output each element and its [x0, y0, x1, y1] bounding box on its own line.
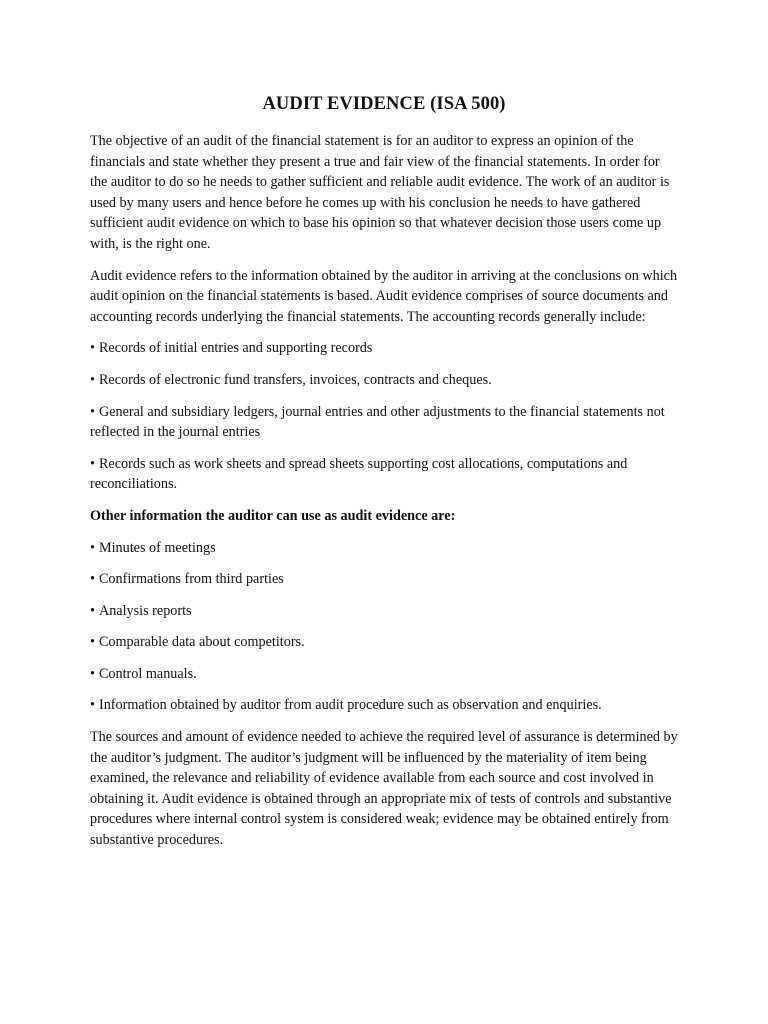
other-bullet-4: [90, 632, 678, 653]
bullet-mark: •: [90, 455, 95, 472]
records-bullet-1: [90, 338, 678, 359]
conclusion-paragraph: The sources and amount of evidence needed to achieve the required level of assurance is determined by the auditor’s judgment. The auditor’s judgment will be influenced by the materiality of item being examined, the relevance and reliability of evidence available from each source and cost involved in obtaining it. Audit evidence is obtained through an appropriate mix of tests of controls and substantive procedures where internal control system is considered weak; evidence may be obtained entirely from substantive procedures.: [90, 729, 678, 849]
records-bullet-4: [90, 454, 678, 495]
bullet-text: Records such as work sheets and spread sheets supporting cost allocations, computations and reconciliations.: [90, 455, 628, 493]
bullet-mark: •: [90, 602, 95, 619]
bullet-mark: •: [90, 571, 95, 588]
bullet-text: Analysis reports: [98, 602, 192, 619]
bullet-mark: •: [90, 371, 95, 388]
other-bullet-1: [90, 538, 678, 559]
bullet-mark: •: [90, 665, 95, 682]
bullet-text: General and subsidiary ledgers, journal entries and other adjustments to the financial statements not reflected in the journal entries: [90, 403, 665, 441]
definition-paragraph: Audit evidence refers to the information obtained by the auditor in arriving at the conclusions on which audit opinion on the financial statements is based. Audit evidence comprises of source documents and accounting records underlying the financial statements. The accounting records generally include:: [90, 267, 678, 325]
records-bullet-3: [90, 402, 678, 443]
bullet-text: Confirmations from third parties: [98, 571, 284, 588]
bullet-mark: •: [90, 340, 95, 357]
other-bullet-6: [90, 695, 678, 716]
document-page: [90, 92, 678, 862]
bullet-text: Information obtained by auditor from audit procedure such as observation and enquiries.: [98, 697, 602, 714]
bullet-text: Records of initial entries and supporting records: [98, 340, 373, 357]
bullet-text: Control manuals.: [98, 665, 197, 682]
bullet-text: Records of electronic fund transfers, invoices, contracts and cheques.: [98, 371, 492, 388]
bullet-mark: •: [90, 634, 95, 651]
other-bullet-3: [90, 601, 678, 622]
other-bullet-2: [90, 569, 678, 590]
other-information-heading: Other information the auditor can use as audit evidence are:: [90, 507, 456, 524]
document-title: AUDIT EVIDENCE (ISA 500): [262, 94, 506, 114]
bullet-mark: •: [90, 403, 95, 420]
bullet-mark: •: [90, 539, 95, 556]
intro-paragraph: The objective of an audit of the financial statement is for an auditor to express an opinion of the financials and state whether they present a true and fair view of the financial statements. In order for the auditor to do so he needs to gather sufficient and reliable audit evidence. The work of an auditor is used by many users and hence before he comes up with his conclusion he needs to have gathered sufficient audit evidence on which to base his opinion so that whatever decision those users come up with, is the right one.: [90, 133, 670, 252]
records-bullet-2: [90, 370, 678, 391]
other-bullet-5: [90, 664, 678, 685]
bullet-text: Comparable data about competitors.: [98, 634, 305, 651]
bullet-mark: •: [90, 697, 95, 714]
bullet-text: Minutes of meetings: [98, 539, 216, 556]
